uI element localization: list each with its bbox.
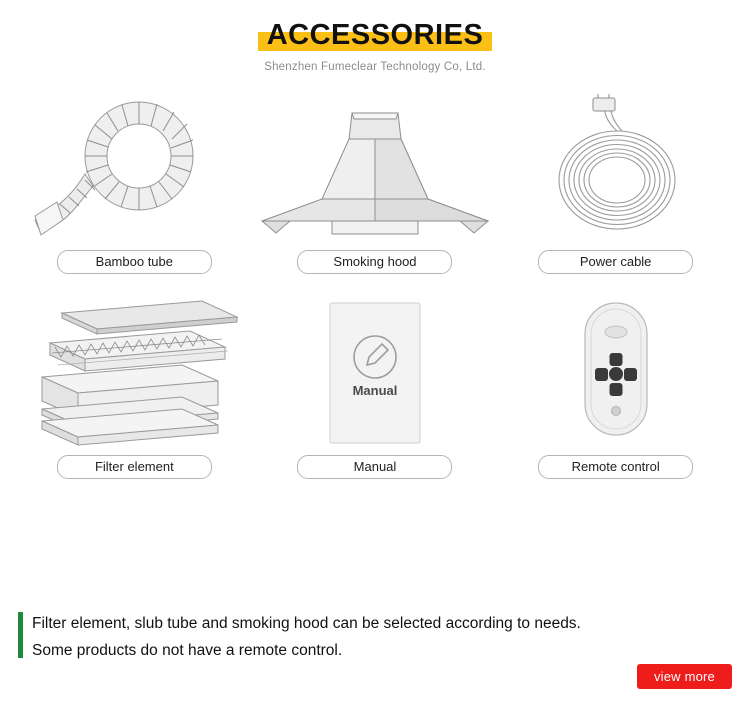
accessory-item-power-cable[interactable] — [495, 87, 736, 292]
flexible-hose-icon — [14, 87, 255, 250]
company-subtitle: Shenzhen Fumeclear Technology Co, Ltd. — [264, 61, 486, 73]
accessory-caption: Smoking hood — [297, 250, 452, 274]
accessory-item-bamboo-tube[interactable] — [14, 87, 255, 292]
view-more-button[interactable]: view more — [637, 664, 732, 689]
accessory-caption: Filter element — [57, 455, 212, 479]
view-more-wrap — [637, 664, 732, 689]
footer-accent-bar — [18, 612, 23, 658]
manual-cover-text: Manual — [352, 382, 398, 398]
accessory-item-remote-control[interactable] — [495, 292, 736, 497]
accessory-caption: Manual — [297, 455, 452, 479]
accessory-caption: Bamboo tube — [57, 250, 212, 274]
accessory-caption: Power cable — [538, 250, 693, 274]
coiled-cable-icon — [495, 87, 736, 250]
layered-filter-icon — [14, 292, 255, 455]
footer-note — [18, 610, 732, 664]
manual-booklet-icon — [255, 292, 496, 455]
fume-hood-icon — [255, 87, 496, 250]
accessory-item-smoking-hood[interactable] — [255, 87, 496, 292]
accessory-item-manual[interactable] — [255, 292, 496, 497]
footer-note-line-2: Some products do not have a remote control. — [32, 642, 343, 659]
accessory-caption: Remote control — [538, 455, 693, 479]
page-title: ACCESSORIES — [266, 19, 484, 51]
footer-note-line-1: Filter element, slub tube and smoking hood can be selected according to needs. — [32, 615, 581, 632]
remote-control-icon — [495, 292, 736, 455]
footer — [0, 596, 750, 706]
page-header — [0, 0, 750, 73]
accessory-item-filter-element[interactable] — [14, 292, 255, 497]
page-title-wrap — [267, 18, 484, 52]
accessories-grid — [0, 87, 750, 497]
